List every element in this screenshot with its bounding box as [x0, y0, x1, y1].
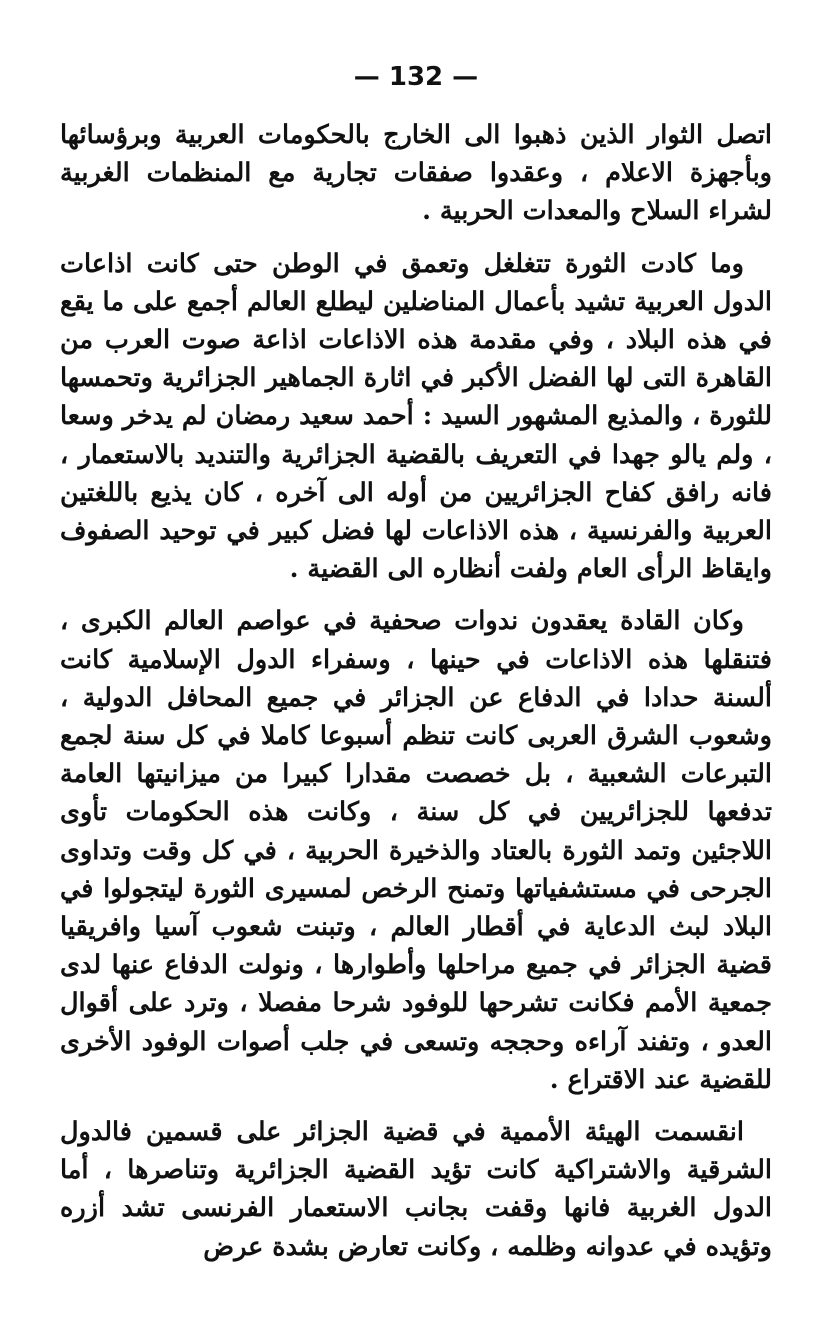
page-number: — 132 —: [353, 62, 479, 92]
paragraph-2: وما كادت الثورة تتغلغل وتعمق في الوطن حتى كانت اذاعات الدول العربية تشيد بأعمال المناضلين ليطلع العالم أجمع على ما يقع في هذه البلاد ، وفي مقدمة هذه الاذاعات اذاعة صوت العرب من القاهرة التى لها الفضل الأكبر في اثارة الجماهير الجزائرية وتحمسها للثورة ، والمذيع المشهور السيد : أحمد سعيد رمضان لم يدخر وسعا ، ولم يالو جهدا في التعريف بالقضية الجزائرية والتنديد بالاستعمار ، فانه رافق كفاح الجزائريين من أوله الى آخره ، كان يذيع باللغتين العربية والفرنسية ، هذه الاذاعات لها فضل كبير في توحيد الصفوف وايقاظ الرأى العام ولفت أنظاره الى القضية .: [60, 248, 772, 585]
paragraph-1: اتصل الثوار الذين ذهبوا الى الخارج بالحكومات العربية وبرؤسائها وبأجهزة الاعلام ، وعقدوا صفقات تجارية مع المنظمات الغربية لشراء السلاح والمعدات الحربية .: [60, 120, 772, 227]
book-page: [60, 0, 772, 1340]
paragraph-4: انقسمت الهيئة الأممية في قضية الجزائر على قسمين فالدول الشرقية والاشتراكية كانت تؤيد القضية الجزائرية وتناصرها ، أما الدول الغربية فانها وقفت بجانب الاستعمار الفرنسى تشد أزره وتؤيده في عدوانه وظلمه ، وكانت تعارض بشدة عرض: [60, 1117, 772, 1262]
page-body-text: [60, 116, 772, 1280]
paragraph-3: وكان القادة يعقدون ندوات صحفية في عواصم العالم الكبرى ، فتنقلها هذه الاذاعات في حينها ، وسفراء الدول الإسلامية كانت ألسنة حدادا في الدفاع عن الجزائر في جميع المحافل الدولية ، وشعوب الشرق العربى كانت تنظم أسبوعا كاملا في كل سنة لجمع التبرعات الشعبية ، بل خصصت مقدارا كبيرا من ميزانيتها العامة تدفعها للجزائريين في كل سنة ، وكانت هذه الحكومات تأوى اللاجئين وتمد الثورة بالعتاد والذخيرة الحربية ، في كل وقت وتداوى الجرحى في مستشفياتها وتمنح الرخص لمسيرى الثورة ليتجولوا في البلاد لبث الدعاية في أقطار العالم ، وتبنت شعوب آسيا وافريقيا قضية الجزائر في جميع مراحلها وأطوارها ، ونولت الدفاع عنها لدى جمعية الأمم فكانت تشرحها للوفود شرحا مفصلا ، وترد على أقوال العدو ، وتفند آراءه وحججه وتسعى في جلب أصوات الوفود الأخرى للقضية عند الاقتراع .: [60, 606, 772, 1095]
